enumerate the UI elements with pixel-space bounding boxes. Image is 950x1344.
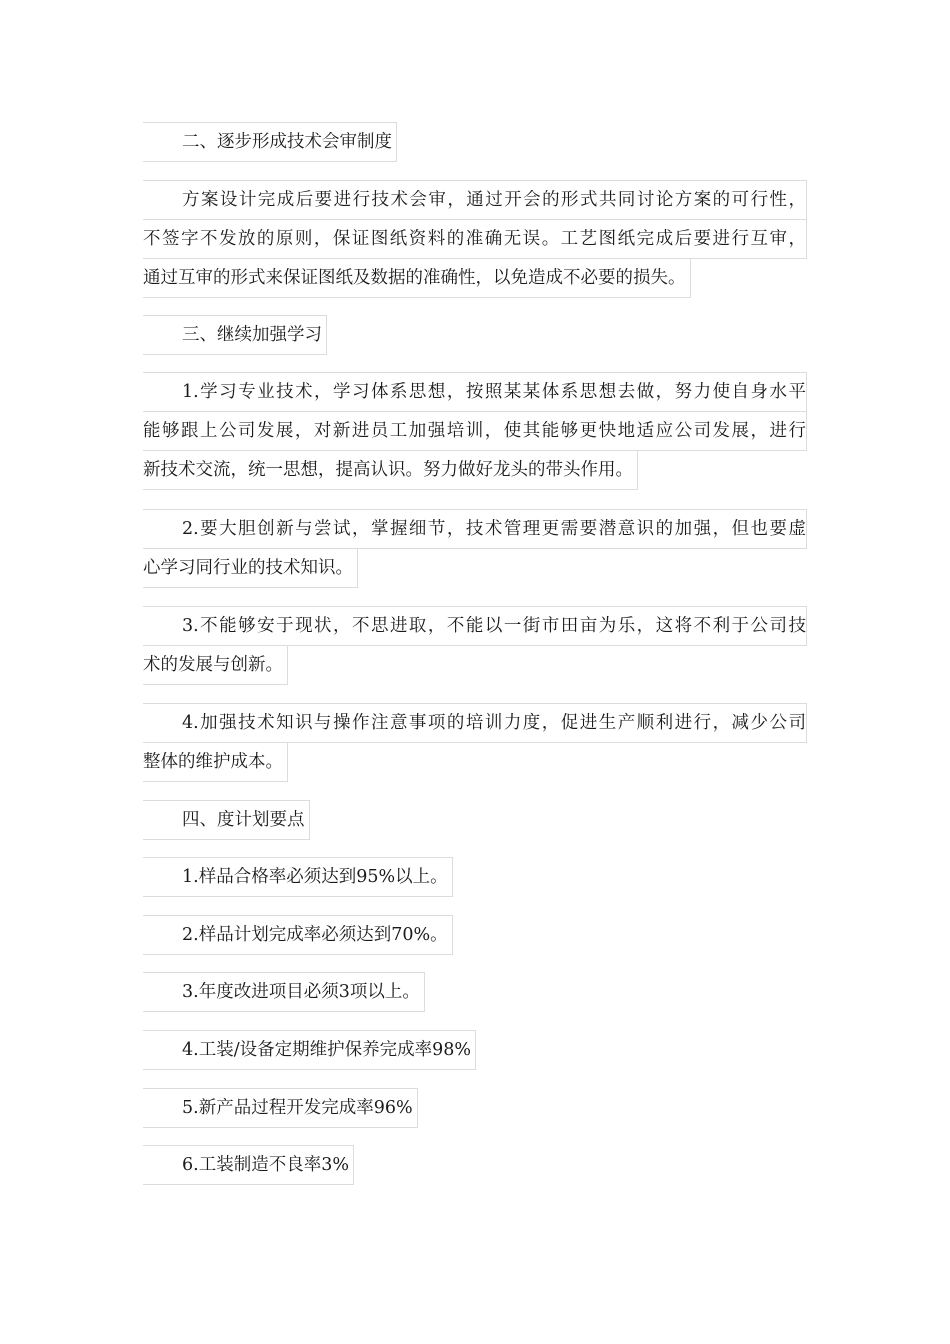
paragraph-line: 1.学习专业技术，学习体系思想，按照某某体系思想去做，努力使自身水平 <box>143 372 807 412</box>
paragraph-line: 方案设计完成后要进行技术会审，通过开会的形式共同讨论方案的可行性， <box>143 180 807 220</box>
paragraph-line: 4.加强技术知识与操作注意事项的培训力度，促进生产顺利进行，减少公司 <box>143 703 807 743</box>
paragraph-line: 6.工装制造不良率3% <box>143 1145 354 1185</box>
paragraph-line: 心学习同行业的技术知识。 <box>143 548 358 588</box>
paragraph-line: 5.新产品过程开发完成率96% <box>143 1088 418 1128</box>
section-heading <box>143 801 807 840</box>
paragraph-line: 能够跟上公司发展，对新进员工加强培训，使其能够更快地适应公司发展，进行 <box>143 411 807 451</box>
paragraph-line: 1.样品合格率必须达到95%以上。 <box>143 857 453 897</box>
heading-text: 二、逐步形成技术会审制度 <box>143 122 397 162</box>
list-item <box>143 1089 807 1128</box>
heading-text: 四、度计划要点 <box>143 800 310 840</box>
paragraph-line: 2.要大胆创新与尝试，掌握细节，技术管理更需要潜意识的加强，但也要虚 <box>143 509 807 549</box>
paragraph-line: 3.年度改进项目必须3项以上。 <box>143 972 425 1012</box>
list-item <box>143 973 807 1012</box>
paragraph-line: 术的发展与创新。 <box>143 645 288 685</box>
list-item <box>143 704 807 782</box>
section-heading <box>143 123 807 162</box>
paragraph-line: 通过互审的形式来保证图纸及数据的准确性，以免造成不必要的损失。 <box>143 258 691 298</box>
paragraph-line: 整体的维护成本。 <box>143 742 288 782</box>
paragraph-line: 新技术交流，统一思想，提高认识。努力做好龙头的带头作用。 <box>143 450 638 490</box>
heading-text: 三、继续加强学习 <box>143 315 327 355</box>
list-item <box>143 607 807 685</box>
list-item <box>143 1031 807 1070</box>
paragraph <box>143 181 807 298</box>
section-heading <box>143 316 807 355</box>
paragraph-line: 4.工装/设备定期维护保养完成率98% <box>143 1030 476 1070</box>
paragraph-line: 2.样品计划完成率必须达到70%。 <box>143 915 453 955</box>
list-item <box>143 858 807 897</box>
list-item <box>143 373 807 490</box>
list-item <box>143 510 807 588</box>
paragraph-line: 3.不能够安于现状，不思进取，不能以一街市田亩为乐，这将不利于公司技 <box>143 606 807 646</box>
paragraph-line: 不签字不发放的原则，保证图纸资料的准确无误。工艺图纸完成后要进行互审， <box>143 219 807 259</box>
list-item <box>143 916 807 955</box>
list-item <box>143 1146 807 1185</box>
